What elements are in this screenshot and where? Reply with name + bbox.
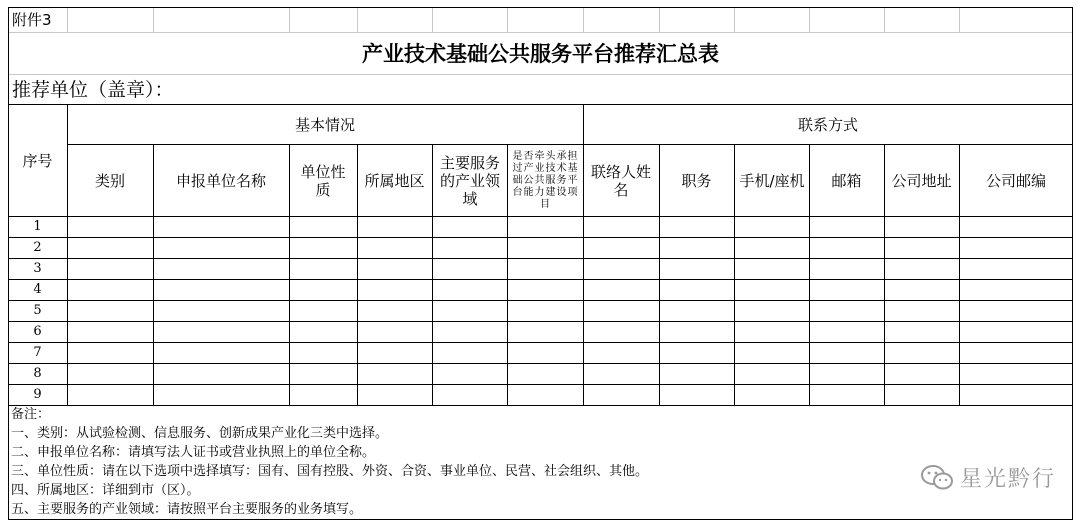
col-unit-nature: 单位性质 xyxy=(300,162,346,199)
col-led-project: 是否牵头承担过产业技术基础公共服务平台能力建设项目 xyxy=(512,150,579,210)
col-phone: 手机/座机 xyxy=(739,171,805,190)
col-email: 邮箱 xyxy=(831,171,862,190)
note-line: 五、主要服务的产业领域：请按照平台主要服务的业务填写。 xyxy=(11,502,363,517)
notes-heading: 备注： xyxy=(11,407,51,422)
row-number: 9 xyxy=(33,387,42,402)
row-number: 6 xyxy=(33,324,42,339)
page-title: 产业技术基础公共服务平台推荐汇总表 xyxy=(362,41,719,66)
row-number: 7 xyxy=(33,345,42,360)
row-number: 2 xyxy=(33,240,42,255)
col-contact-name: 联络人姓名 xyxy=(590,162,651,199)
col-unit-name: 申报单位名称 xyxy=(175,171,266,190)
row-number: 1 xyxy=(33,219,42,234)
recommender-label: 推荐单位（盖章）： xyxy=(12,79,174,101)
row-number: 4 xyxy=(33,282,42,297)
watermark xyxy=(920,462,1056,493)
row-number: 5 xyxy=(33,303,42,318)
note-line: 三、单位性质：请在以下选项中选择填写：国有、国有控股、外资、合资、事业单位、民营、社会组织、其他。 xyxy=(11,464,649,479)
note-line: 四、所属地区：详细到市（区）。 xyxy=(11,483,200,498)
col-service-field: 主要服务的产业领域 xyxy=(439,153,500,208)
summary-table-sheet xyxy=(8,7,1073,520)
seq-header: 序号 xyxy=(22,151,53,170)
col-region: 所属地区 xyxy=(364,171,425,190)
group-contact-header: 联系方式 xyxy=(797,115,858,134)
group-basic-header: 基本情况 xyxy=(294,115,355,134)
row-number: 8 xyxy=(33,366,42,381)
note-line: 二、申报单位名称：请填写法人证书或营业执照上的单位全称。 xyxy=(11,445,376,460)
wechat-icon xyxy=(920,464,954,492)
col-category: 类别 xyxy=(94,171,125,190)
col-position: 职务 xyxy=(681,171,712,190)
col-postcode: 公司邮编 xyxy=(985,171,1046,190)
col-address: 公司地址 xyxy=(891,171,952,190)
watermark-text: 星光黔行 xyxy=(959,467,1056,492)
note-line: 一、类别：从试验检测、信息服务、创新成果产业化三类中选择。 xyxy=(11,426,389,441)
row-number: 3 xyxy=(33,261,42,276)
attachment-label: 附件3 xyxy=(12,11,52,29)
